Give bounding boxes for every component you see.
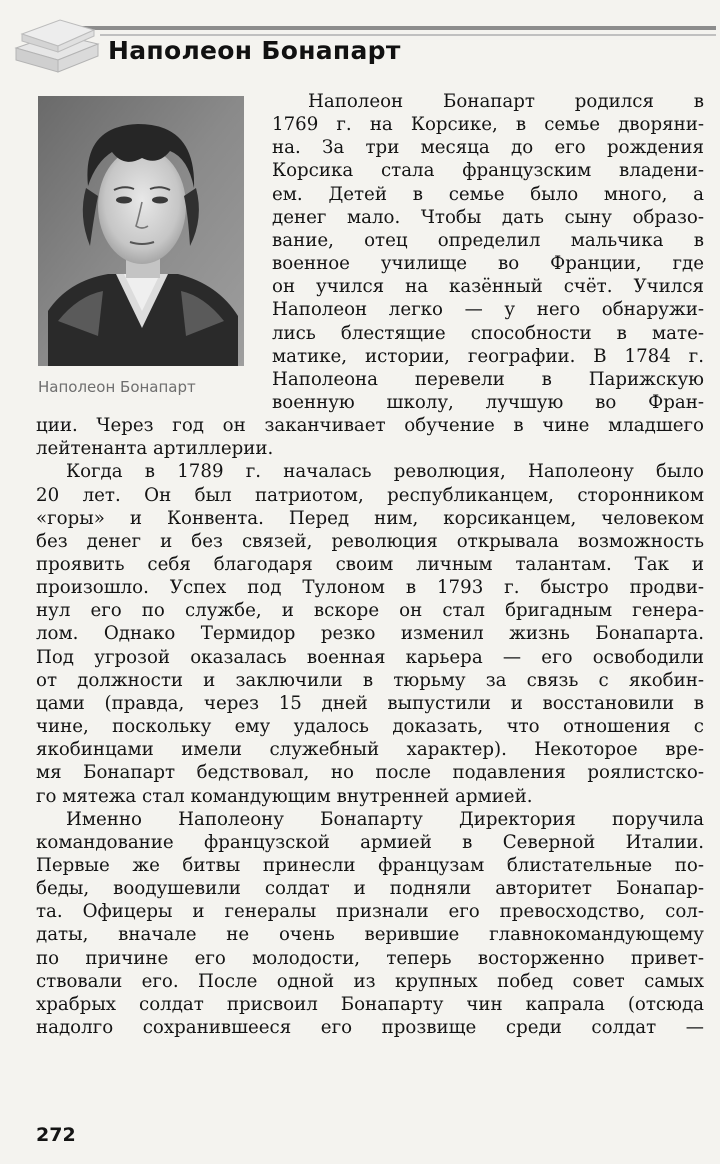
page-title: Наполеон Бонапарт: [108, 36, 401, 65]
text-line: на. За три месяца до его рождения: [272, 137, 704, 159]
text-line: вание, отец определил мальчика в: [272, 229, 704, 251]
text-line: произошло. Успех под Тулоном в 1793 г. быстро продви-: [36, 577, 704, 599]
text-line: лейтенанта артиллерии.: [36, 438, 274, 460]
page-header: [0, 0, 720, 95]
text-line: военное училище во Франции, где: [272, 253, 704, 275]
text-line: по причине его молодости, теперь восторженно привет-: [36, 947, 704, 969]
text-line: го мятежа стал командующим внутренней армией.: [36, 785, 533, 807]
text-line: 1769 г. на Корсике, в семье дворяни-: [272, 114, 704, 136]
text-line: проявить себя благодаря своим личным талантам. Так и: [36, 554, 704, 575]
text-line: он учился на казённый счёт. Учился: [272, 276, 704, 298]
text-line: Именно Наполеону Бонапарту Директория поручила: [66, 808, 704, 830]
text-line: беды, воодушевили солдат и подняли авторитет Бонапар-: [36, 878, 704, 900]
text-line: Первые же битвы принесли французам блистательные по-: [36, 854, 704, 876]
text-line: надолго сохранившееся его прозвище среди солдат —: [36, 1017, 704, 1038]
text-line: Наполеон легко — у него обнаружи-: [272, 299, 704, 321]
text-line: Под угрозой оказалась военная карьера — его освободили: [36, 646, 704, 668]
text-line: ции. Через год он заканчивает обучение в чине младшего: [36, 415, 704, 437]
text-line: нул его по службе, и вскоре он стал бригадным генера-: [36, 600, 704, 622]
book-stack-icon: [12, 8, 102, 84]
text-line: лом. Однако Термидор резко изменил жизнь Бонапарта.: [36, 623, 704, 645]
text-line: Наполеона перевели в Парижскую: [272, 368, 704, 390]
text-line: чине, поскольку ему удалось доказать, что отношения с: [36, 716, 704, 738]
text-line: ствовали его. После одной из крупных побед совет самых: [36, 970, 704, 992]
text-line: командование французской армией в Северной Италии.: [36, 831, 704, 853]
text-line: лись блестящие способности в мате-: [272, 322, 704, 344]
text-line: 20 лет. Он был патриотом, республиканцем, сторонником: [36, 484, 704, 506]
text-line: денег мало. Чтобы дать сыну образо-: [272, 206, 704, 228]
portrait-image: [38, 96, 244, 366]
portrait-caption: Наполеон Бонапарт: [38, 378, 196, 396]
text-line: та. Офицеры и генералы признали его превосходство, сол-: [36, 901, 704, 923]
text-line: «горы» и Конвента. Перед ним, корсиканцем, человеком: [36, 507, 704, 529]
header-rule: [60, 26, 716, 30]
text-line: мя Бонапарт бедствовал, но после подавления роялистско-: [36, 762, 704, 784]
text-line: даты, вначале не очень верившие главнокомандующему: [36, 924, 704, 946]
text-line: матике, истории, географии. В 1784 г.: [272, 345, 704, 367]
text-line: храбрых солдат присвоил Бонапарту чин капрала (отсюда: [36, 993, 704, 1015]
text-line: без денег и без связей, революция открывала возможность: [36, 530, 704, 552]
text-line: Корсика стала французским владени-: [272, 160, 704, 182]
text-line: ем. Детей в семье было много, а: [272, 183, 704, 205]
text-line: от должности и заключили в тюрьму за связь с якобин-: [36, 669, 704, 691]
text-line: Когда в 1789 г. началась революция, Наполеону было: [66, 461, 704, 483]
text-line: военную школу, лучшую во Фран-: [272, 391, 704, 413]
page-number: 272: [36, 1124, 76, 1146]
text-line: якобинцами имели служебный характер). Некоторое вре-: [36, 739, 704, 761]
text-line: Наполеон Бонапарт родился в: [308, 91, 704, 112]
text-line: цами (правда, через 15 дней выпустили и восстановили в: [36, 692, 704, 714]
